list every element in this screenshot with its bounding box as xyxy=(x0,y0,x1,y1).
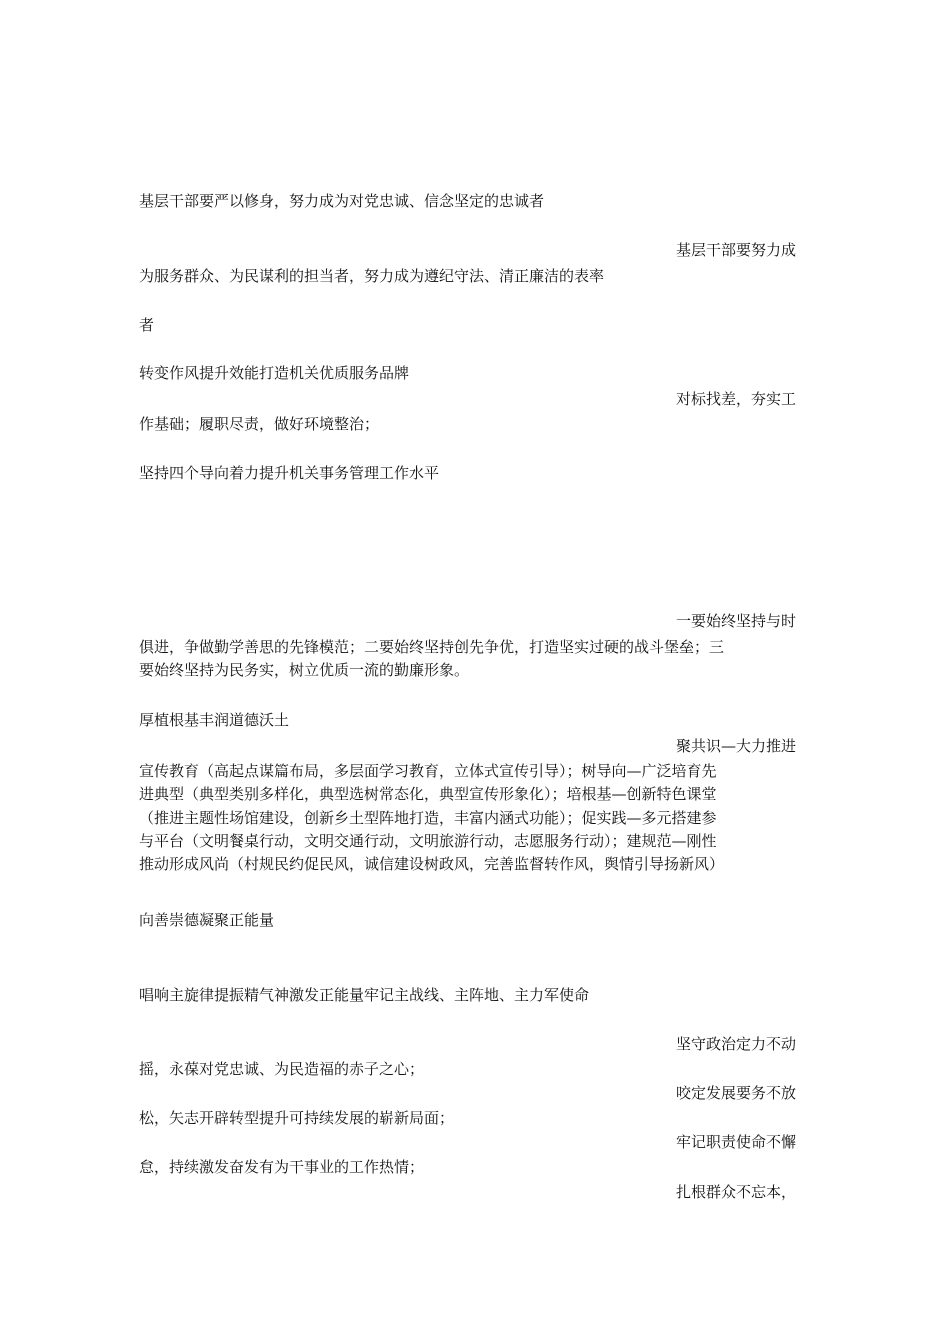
paragraph-text: 者 xyxy=(139,316,155,334)
paragraph-line: 与平台（文明餐桌行动，文明交通行动，文明旅游行动，志愿服务行动）；建规范—刚性 xyxy=(139,831,717,850)
paragraph-line: 要始终坚持为民务实，树立优质一流的勤廉形象。 xyxy=(139,661,470,680)
paragraph-text: 作基础；履职尽责，做好环境整治； xyxy=(139,415,380,433)
paragraph-text: 为服务群众、为民谋利的担当者，努力成为遵纪守法、清正廉洁的表率 xyxy=(139,267,605,285)
heading-text: 坚持四个导向着力提升机关事务管理工作水平 xyxy=(139,464,440,482)
paragraph-lead: 扎根群众不忘本， xyxy=(676,1183,797,1201)
paragraph-lead: 牢记职责使命不懈 xyxy=(676,1133,797,1151)
heading-text: 唱响主旋律提振精气神激发正能量牢记主战线、主阵地、主力军使命 xyxy=(139,986,590,1004)
paragraph-block xyxy=(139,760,815,876)
heading-text: 转变作风提升效能打造机关优质服务品牌 xyxy=(139,364,410,382)
heading-text: 向善崇德凝聚正能量 xyxy=(139,911,275,929)
paragraph-lead: 聚共识—大力推进 xyxy=(676,737,797,755)
paragraph-lead: 咬定发展要务不放 xyxy=(676,1084,797,1102)
paragraph-block xyxy=(139,636,815,683)
paragraph-line: 推动形成风尚（村规民约促民风，诚信建设树政风，完善监督转作风，舆情引导扬新风） xyxy=(139,855,725,874)
paragraph-text: 摇，永葆对党忠诚、为民造福的赤子之心； xyxy=(139,1060,425,1078)
paragraph-lead: 对标找差，夯实工 xyxy=(676,390,797,408)
heading-text: 厚植根基丰润道德沃土 xyxy=(139,711,290,729)
heading-text: 基层干部要严以修身，努力成为对党忠诚、信念坚定的忠诚者 xyxy=(139,192,545,210)
paragraph-text: 怠，持续激发奋发有为干事业的工作热情； xyxy=(139,1158,425,1176)
paragraph-lead: 一要始终坚持与时 xyxy=(676,612,797,630)
paragraph-line: 俱进，争做勤学善思的先锋模范；二要始终坚持创先争优，打造坚实过硬的战斗堡垒；三 xyxy=(139,638,725,656)
paragraph-line: 宣传教育（高起点谋篇布局，多层面学习教育，立体式宣传引导）；树导向—广泛培育先 xyxy=(139,762,717,780)
paragraph-line: （推进主题性场馆建设，创新乡土型阵地打造，丰富内涵式功能）；促实践—多元搭建参 xyxy=(139,808,717,827)
paragraph-lead: 坚守政治定力不动 xyxy=(676,1035,797,1053)
paragraph-line: 进典型（典型类别多样化，典型选树常态化，典型宣传形象化）；培根基—创新特色课堂 xyxy=(139,785,717,804)
paragraph-lead: 基层干部要努力成 xyxy=(676,241,797,259)
paragraph-text: 松，矢志开辟转型提升可持续发展的崭新局面； xyxy=(139,1109,455,1127)
